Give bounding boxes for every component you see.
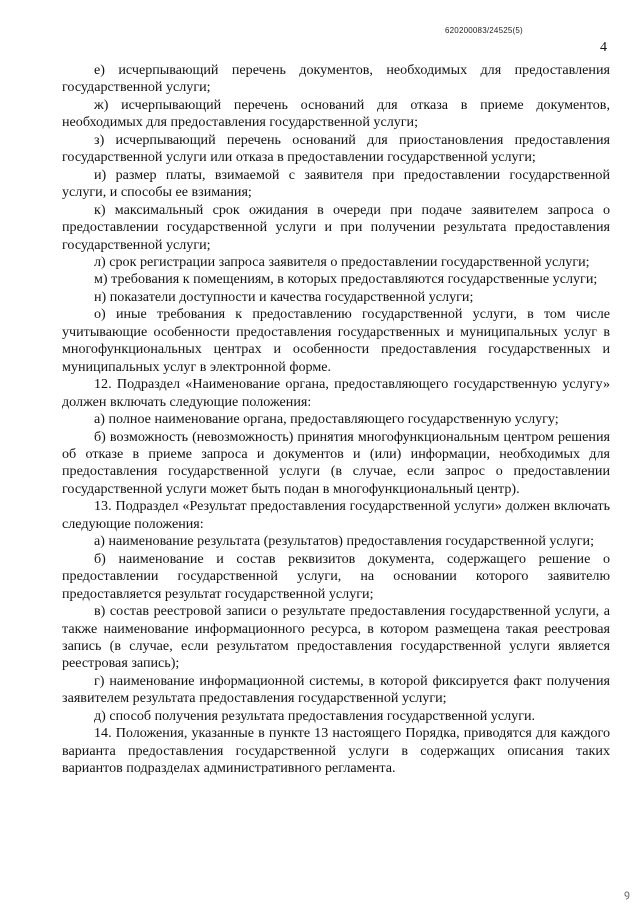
paragraph-item-l: л) срок регистрации запроса заявителя о предоставлении государственной услуги;	[94, 253, 590, 270]
document-body	[62, 62, 610, 778]
section-12-heading: 12. Подраздел «Наименование органа, предоставляющего государственную услугу» должен включать следующие положения:	[62, 376, 610, 410]
paragraph-item-o: о) иные требования к предоставлению государственной услуги, в том числе учитывающие особенности предоставления государственных и муниципальных услуг в многофункциональных центрах и особенности предоставления государственных и муниципальных услуг в электронной форме.	[62, 306, 610, 375]
paragraph-item-n: н) показатели доступности и качества государственной услуги;	[94, 288, 474, 305]
paragraph-item-z: з) исчерпывающий перечень оснований для приостановления предоставления государственной услуги или отказа в предоставлении государственной услуги;	[62, 131, 610, 166]
paragraph-13-b: б) наименование и состав реквизитов документа, содержащего решение о предоставлении государственной услуги, на основании которого заявителю предоставляется результат государственной услуги;	[62, 550, 610, 602]
paragraph-item-e: е) исчерпывающий перечень документов, необходимых для предоставления государственной услуги;	[62, 62, 610, 96]
section-13-heading: 13. Подраздел «Результат предоставления государственной услуги» должен включать следующие положения:	[62, 498, 610, 532]
document-registration-number: 620200083/24525(5)	[445, 26, 523, 35]
paragraph-13-a: а) наименование результата (результатов) предоставления государственной услуги;	[94, 533, 595, 550]
paragraph-item-i: и) размер платы, взимаемой с заявителя при предоставлении государственной услуги, и способы ее взимания;	[62, 166, 610, 201]
paragraph-13-d: д) способ получения результата предоставления государственной услуги.	[94, 707, 536, 724]
paragraph-13-g: г) наименование информационной системы, в которой фиксируется факт получения заявителем результата предоставления государственной услуги;	[62, 672, 610, 707]
paragraph-item-m: м) требования к помещениям, в которых предоставляются государственные услуги;	[94, 271, 598, 288]
page-number: 4	[600, 40, 607, 55]
paragraph-12-b: б) возможность (невозможность) принятия многофункциональным центром решения об отказе в приеме запроса и документов и (или) информации, необходимых для предоставления государственной услуги (в случае, если запрос о предоставлении государственной услуги может быть подан в многофункциональный центр).	[62, 428, 610, 497]
paragraph-12-a: а) полное наименование органа, предоставляющего государственную услугу;	[94, 411, 559, 428]
paragraph-item-zh: ж) исчерпывающий перечень оснований для отказа в приеме документов, необходимых для предоставления государственной услуги;	[62, 96, 610, 131]
paragraph-item-k: к) максимальный срок ожидания в очереди при подаче заявителем запроса о предоставлении государственной услуги и при получении результата предоставления государственной услуги;	[62, 201, 610, 253]
paragraph-13-v: в) состав реестровой записи о результате предоставления государственной услуги, а также наименование информационного ресурса, в котором размещена такая реестровая запись (в случае, если результатом предоставления государственной услуги является реестровая запись);	[62, 603, 610, 672]
corner-mark: ꝯ	[624, 889, 630, 900]
section-14-paragraph: 14. Положения, указанные в пункте 13 настоящего Порядка, приводятся для каждого варианта предоставления государственной услуги в содержащих описания таких вариантов подразделах административного регламента.	[62, 725, 610, 777]
